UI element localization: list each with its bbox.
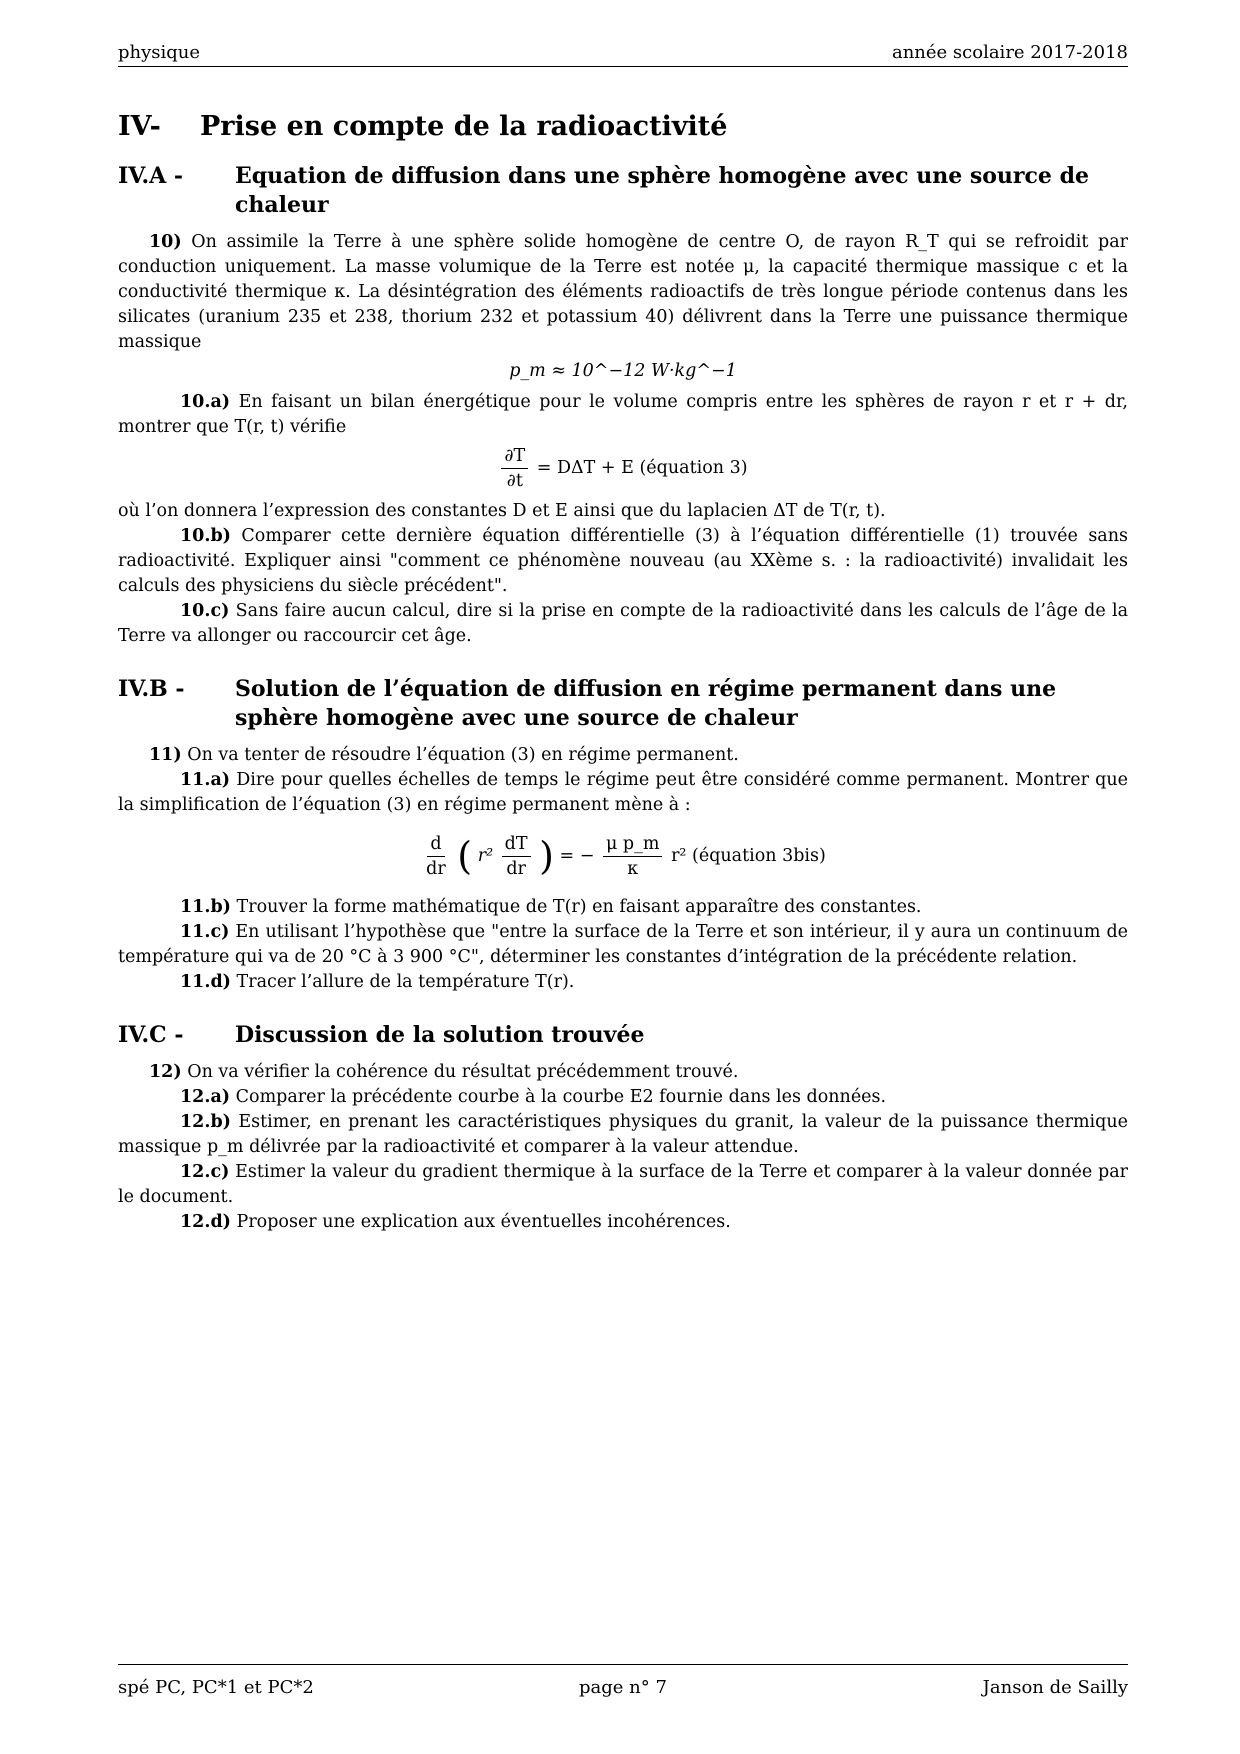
question-12-label: 12) <box>149 1062 182 1082</box>
equation-pm <box>118 359 1128 384</box>
question-12a-text: Comparer la précédente courbe à la courbe E2 fournie dans les données. <box>235 1087 887 1107</box>
question-11c <box>118 920 1128 970</box>
question-10-label: 10) <box>149 232 182 252</box>
equation-3bis-right-den: κ <box>627 859 639 879</box>
question-12c-text: Estimer la valeur du gradient thermique à la surface de la Terre et comparer à la valeur donnée par le document. <box>118 1162 1128 1207</box>
question-12-text: On va vérifier la cohérence du résultat précédemment trouvé. <box>187 1062 739 1082</box>
footer-class: spé PC, PC*1 et PC*2 <box>118 1677 314 1698</box>
footer-school: Janson de Sailly <box>982 1677 1128 1698</box>
subsection-b-heading <box>118 675 1128 733</box>
question-10b-label: 10.b) <box>180 526 231 546</box>
equation-3bis-inner-num: dT <box>502 832 531 857</box>
equation-3bis-tail: r² (équation 3bis) <box>671 846 826 866</box>
question-12b-text: Estimer, en prenant les caractéristiques physiques du granit, la valeur de la puissance thermique massique p_m délivrée par la radioactivité et comparer à la valeur attendue. <box>118 1112 1128 1157</box>
question-11a-label: 11.a) <box>180 770 231 790</box>
subsection-a-title: Equation de diffusion dans une sphère homogène avec une source de chaleur <box>235 163 1089 218</box>
subsection-c-title: Discussion de la solution trouvée <box>235 1022 645 1048</box>
equation-3bis-close-paren: ) <box>539 834 554 878</box>
section-title: Prise en compte de la radioactivité <box>200 111 728 142</box>
question-10a-after: où l’on donnera l’expression des constantes D et E ainsi que du laplacien ΔT de T(r, t). <box>118 501 886 521</box>
question-12a-label: 12.a) <box>180 1087 231 1107</box>
question-10c <box>118 599 1128 649</box>
question-12b <box>118 1110 1128 1160</box>
equation-3-denominator: ∂t <box>506 471 523 491</box>
document-page <box>118 0 1128 1754</box>
question-11-text: On va tenter de résoudre l’équation (3) en régime permanent. <box>187 745 739 765</box>
question-10c-label: 10.c) <box>180 601 230 621</box>
question-10c-text: Sans faire aucun calcul, dire si la prise en compte de la radioactivité dans les calculs de l’âge de la Terre va allonger ou raccourcir cet âge. <box>118 601 1128 646</box>
question-11b-label: 11.b) <box>180 897 231 917</box>
question-11d-label: 11.d) <box>180 972 231 992</box>
equation-3bis-inner-fraction <box>502 832 531 881</box>
equation-3bis <box>118 832 1128 881</box>
equation-pm-text: p_m ≈ 10^−12 W·kg^−1 <box>509 361 737 381</box>
page-header <box>118 42 1128 67</box>
equation-3bis-right-fraction <box>603 832 662 881</box>
question-12b-label: 12.b) <box>180 1112 231 1132</box>
question-12d-text: Proposer une explication aux éventuelles incohérences. <box>236 1212 731 1232</box>
question-10b <box>118 524 1128 599</box>
subsection-a-heading <box>118 162 1128 220</box>
equation-3bis-d-fraction <box>423 832 449 881</box>
question-11c-text: En utilisant l’hypothèse que "entre la surface de la Terre et son intérieur, il y aura un continuum de température qui va de 20 °C à 3 900 °C", déterminer les constantes d’intégration de la précédente relation. <box>118 922 1128 967</box>
equation-3bis-d-num: d <box>427 832 444 857</box>
question-12c <box>118 1160 1128 1210</box>
question-11d <box>118 970 1128 995</box>
question-10-text: On assimile la Terre à une sphère solide homogène de centre O, de rayon R_T qui se refroidit par conduction uniquement. La masse volumique de la Terre est notée μ, la capacité thermique massique c et la conductivité thermique κ. La désintégration des éléments radioactifs de très longue période contenus dans les silicates (uranium 235 et 238, thorium 232 et potassium 40) délivrent dans la Terre une puissance thermique massique <box>118 232 1129 352</box>
question-10 <box>118 230 1128 355</box>
question-11 <box>118 743 1128 768</box>
question-12c-label: 12.c) <box>180 1162 230 1182</box>
question-12a <box>118 1085 1128 1110</box>
question-12d-label: 12.d) <box>180 1212 231 1232</box>
subsection-b-title: Solution de l’équation de diffusion en régime permanent dans une sphère homogène avec une source de chaleur <box>235 676 1057 731</box>
equation-3-numerator: ∂T <box>501 444 528 469</box>
section-number: IV- <box>118 111 161 142</box>
question-11a <box>118 768 1128 818</box>
page-footer <box>118 1664 1128 1699</box>
footer-page-number: page n° 7 <box>579 1677 667 1698</box>
equation-3bis-d-den: dr <box>426 859 446 879</box>
question-12 <box>118 1060 1128 1085</box>
question-10a-label: 10.a) <box>180 392 231 412</box>
subsection-c-heading <box>118 1021 1128 1050</box>
equation-3bis-mid: = − <box>559 846 595 866</box>
header-subject: physique <box>118 42 201 63</box>
equation-3bis-open-paren: ( <box>457 834 473 878</box>
question-10a-text: En faisant un bilan énergétique pour le volume compris entre les sphères de rayon r et r + dr, montrer que T(r, t) vérifie <box>118 392 1128 437</box>
subsection-b-number: IV.B - <box>118 676 185 702</box>
question-10a <box>118 390 1128 440</box>
question-10b-text: Comparer cette dernière équation différentielle (3) à l’équation différentielle (1) trouvée sans radioactivité. Expliquer ainsi "comment ce phénomène nouveau (au XXème s. : la radioactivité) invalidait les calculs des physiciens du siècle précédent". <box>118 526 1128 596</box>
question-12d <box>118 1210 1128 1235</box>
question-11b-text: Trouver la forme mathématique de T(r) en faisant apparaître des constantes. <box>236 897 922 917</box>
question-11-label: 11) <box>149 745 182 765</box>
page-content <box>118 110 1128 1235</box>
equation-3bis-right-num: μ p_m <box>603 832 662 857</box>
equation-3-fraction <box>501 444 528 493</box>
equation-3bis-inner-den: dr <box>506 859 526 879</box>
subsection-a-number: IV.A - <box>118 163 184 189</box>
question-11d-text: Tracer l’allure de la température T(r). <box>236 972 575 992</box>
equation-3 <box>118 444 1128 493</box>
equation-3-rhs: = DΔT + E (équation 3) <box>536 458 748 478</box>
question-11a-text: Dire pour quelles échelles de temps le régime peut être considéré comme permanent. Montrer que la simplification de l’équation (3) en régime permanent mène à : <box>118 770 1128 815</box>
section-heading <box>118 110 1128 144</box>
subsection-c-number: IV.C - <box>118 1022 184 1048</box>
question-11b <box>118 895 1128 920</box>
equation-3bis-r2: r² <box>477 846 494 866</box>
header-school-year: année scolaire 2017-2018 <box>891 42 1128 63</box>
question-11c-label: 11.c) <box>180 922 230 942</box>
